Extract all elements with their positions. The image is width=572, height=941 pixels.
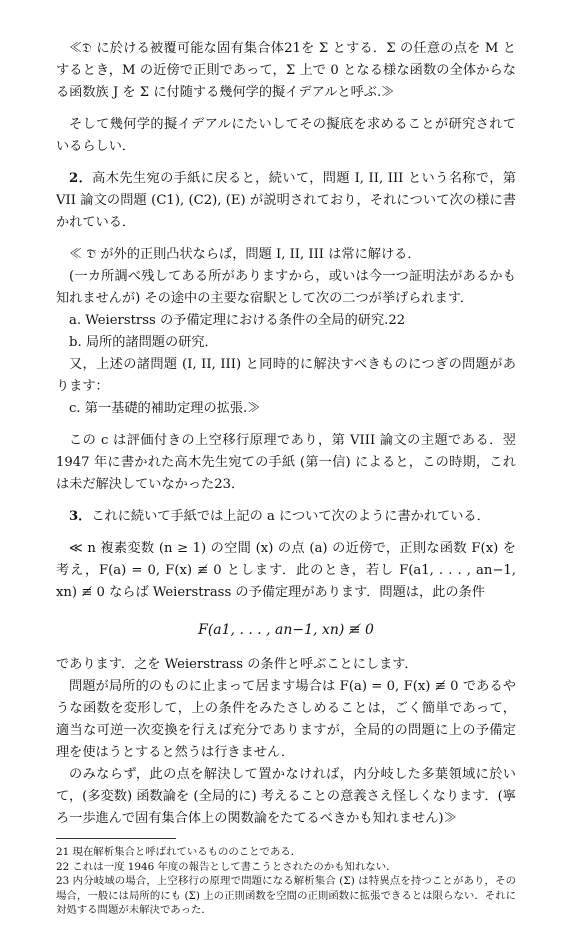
section-2-text: 高木先生宛の手紙に戻ると，続いて，問題 I, II, III という名称で，第 VII 論文の問題 (C1), (C2), (E) が説明されており，それについて次の様に書かれている． (56, 171, 516, 230)
section-number-3: 3． (69, 509, 92, 524)
quote-definition: ≪𝔇 に於ける被覆可能な固有集合体21を Σ とする．Σ の任意の点を M とするとき，M の近傍で正則であって，Σ 上で 0 となる様な函数の全体からなる函数族 J を Σ に付随する幾何学的擬イデアルと呼ぶ.≫ (56, 41, 516, 100)
footnote-22: 22 これは一度 1946 年度の報告として書こうとされたのかも知れない． (56, 860, 397, 873)
item-c: c. 第一基礎的補助定理の拡張.≫ (69, 401, 261, 416)
paragraph-condition: であります．之を Weierstrass の条件と呼ぶことにします． (56, 657, 418, 672)
paragraph-moreover: のみならず，此の点を解決して置かなければ，内分岐した多葉領域に於いて，(多変数) 函数論を (全局的に) 考えることの意義さえ怪しくなります．(寧ろ一歩進んで固有集合体上の関数論をたてるべきかも知れません)≫ (56, 767, 516, 826)
section-number-2: 2． (69, 171, 93, 186)
quote-weierstrass: ≪ n 複素変数 (n ≥ 1) の空間 (x) の点 (a) の近傍で，正則な函数 F(x) を考え，F(a) = 0, F(x) ≢ 0 とします．此のとき，若し F(a1, . . . , an−1, xn) ≢ 0 ならば Weierstrass の予備定理があります．問題は，此の条件 (56, 541, 516, 600)
footnote-divider (56, 838, 176, 839)
quote-also: 又，上述の諸問題 (I, II, III) と同時的に解決すべきものにつぎの問題があります： (56, 357, 516, 394)
quote-note: (一カ所調べ残してある所がありますから，或いは今一つ証明法があるかも知れませんが) その途中の主要な宿駅として次の二つが挙げられます． (56, 269, 516, 306)
paragraph-c-explanation: この c は評価付きの上空移行原理であり，第 VIII 論文の主題である．翌 1947 年に書かれた高木先生宛ての手紙 (第一信) によると，この時期，これは未だ解決していなかった23． (56, 433, 516, 492)
footnote-21: 21 現在解析集合と呼ばれているもののことである． (56, 846, 302, 858)
section-2-paragraph (56, 168, 516, 234)
document-page (56, 38, 516, 918)
quote-problems: ≪ 𝔇̄ が外的正則凸状ならば，問題 I, II, III は常に解ける． (69, 247, 421, 262)
paragraph-local-problem: 問題が局所的のものに止まって居ます場合は F(a) = 0, F(x) ≢ 0 であるやうな函数を変形して，上の条件をみたさしめることは，ごく簡単であって，適当な可逆一次変換を行えば充分でありますが，全局的の問題に上の予備定理を使はうとすると然うは行きません． (56, 679, 516, 760)
paragraph-research: そして幾何学的擬イデアルにたいしてその擬底を求めることが研究されているらしい． (56, 117, 516, 154)
section-3-text: これに続いて手紙では上記の a について次のように書かれている． (91, 509, 490, 524)
item-b: b. 局所的諸問題の研究． (69, 335, 218, 350)
footnote-23: 23 内分岐域の場合，上空移行の原理で問題になる解析集合 (Σ) は特異点を持つことがあり，その場合，一般には局所的にも (Σ) 上の正則函数を空間の正則函数に拡張できるとは限らない．それに対処する問題が未解決であった． (56, 875, 516, 916)
section-3-paragraph (56, 506, 516, 528)
item-a: a. Weierstrss の予備定理における条件の全局的研究.22 (69, 313, 406, 328)
display-equation: F(a1, . . . , an−1, xn) ≢ 0 (198, 622, 374, 638)
